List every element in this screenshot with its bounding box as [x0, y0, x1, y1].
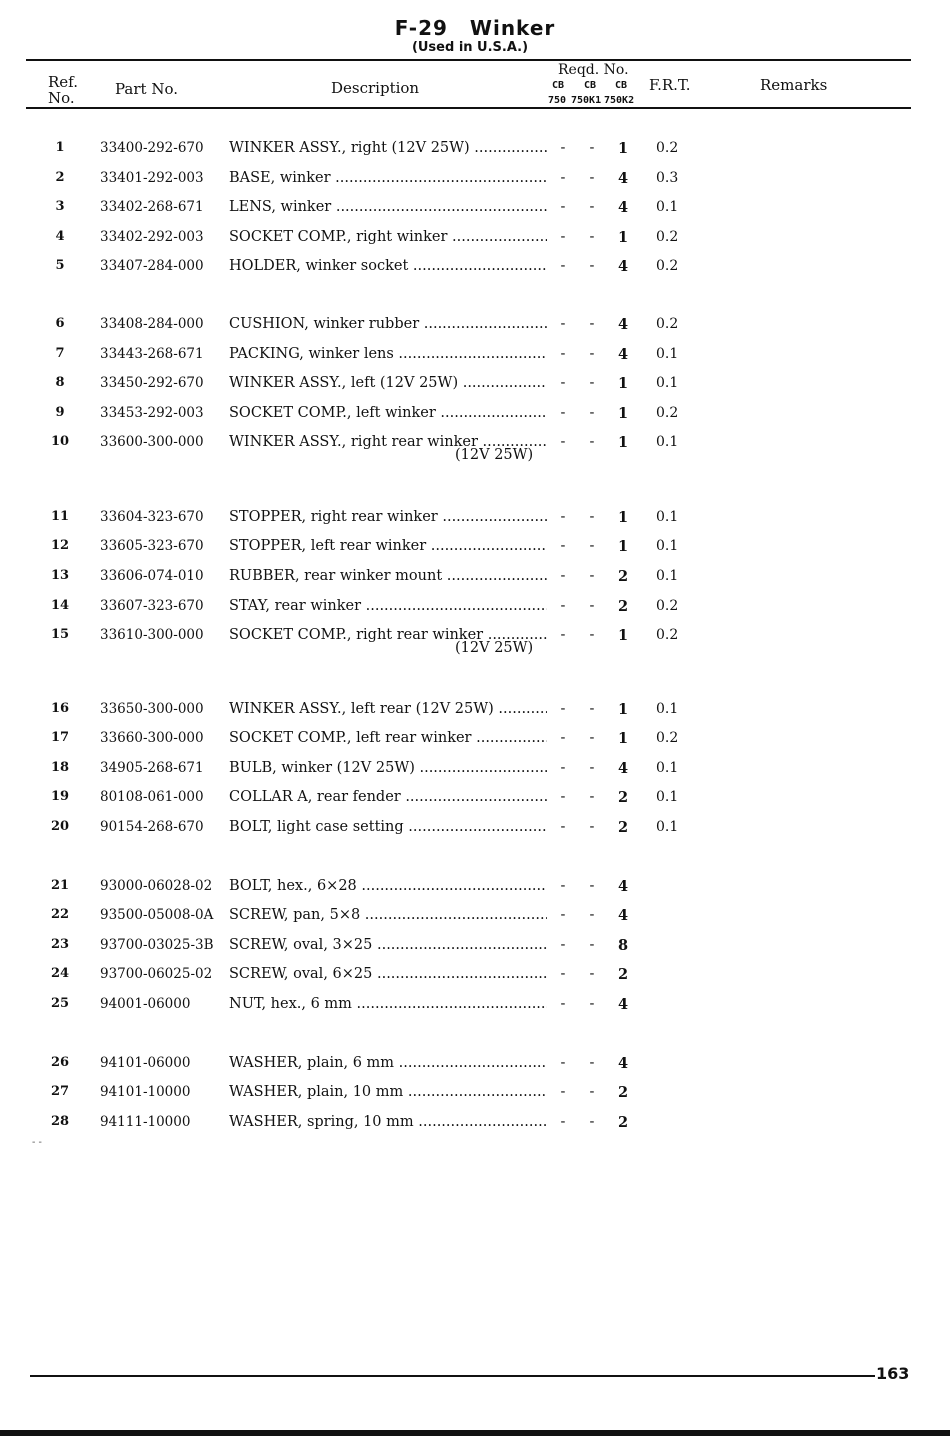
- ref-cell: 16: [50, 701, 70, 716]
- description-continuation: (12V 25W): [455, 447, 534, 463]
- frt-cell: 0.1: [656, 538, 679, 554]
- part-number-cell: 33402-292-003: [100, 229, 204, 245]
- qty-cb750-cell: -: [560, 170, 566, 186]
- description-cell: BASE, winker .....: [229, 170, 547, 186]
- frt-cell: 0.2: [656, 598, 679, 614]
- qty-cb750-cell: -: [560, 1084, 566, 1100]
- frt-cell: 0.1: [656, 434, 679, 450]
- qty-cb750k1-cell: -: [589, 730, 595, 746]
- qty-cb750k1-cell: -: [589, 819, 595, 835]
- qty-cb750-cell: -: [560, 1055, 566, 1071]
- qty-cb750k1-cell: -: [589, 907, 595, 923]
- header-remarks: Remarks: [760, 76, 828, 94]
- qty-cb750-cell: -: [560, 701, 566, 717]
- ref-cell: 10: [50, 434, 70, 449]
- frt-cell: 0.1: [656, 375, 679, 391]
- qty-cb750k2-cell: 1: [617, 627, 629, 644]
- part-number-cell: 33607-323-670: [100, 598, 204, 614]
- table-row: [0, 966, 950, 986]
- qty-cb750k1-cell: -: [589, 937, 595, 953]
- table-row: [0, 789, 950, 809]
- table-row: [0, 1055, 950, 1075]
- table-row: [0, 1084, 950, 1104]
- table-row: [0, 229, 950, 249]
- qty-cb750k1-cell: -: [589, 701, 595, 717]
- part-number-cell: 33400-292-670: [100, 140, 204, 156]
- qty-cb750k2-cell: 4: [617, 346, 629, 363]
- part-number-cell: 94111-10000: [100, 1114, 191, 1130]
- qty-cb750k1-cell: -: [589, 760, 595, 776]
- description-cell: SOCKET COMP., left winker .....: [229, 405, 547, 421]
- footer-rule: [30, 1375, 875, 1377]
- description-cell: WINKER ASSY., right (12V 25W) .....: [229, 140, 547, 156]
- table-row: [0, 819, 950, 839]
- table-row: [0, 538, 950, 558]
- qty-cb750k1-cell: -: [589, 1084, 595, 1100]
- header-description: Description: [331, 79, 420, 97]
- qty-cb750-cell: -: [560, 627, 566, 643]
- ref-cell: 6: [55, 316, 65, 331]
- qty-cb750-cell: -: [560, 346, 566, 362]
- header-model-top-1: CB: [552, 80, 565, 91]
- qty-cb750k2-cell: 2: [617, 598, 629, 615]
- frt-cell: 0.1: [656, 701, 679, 717]
- ref-cell: 23: [50, 937, 70, 952]
- description-cell: HOLDER, winker socket .....: [229, 258, 547, 274]
- description-cell: BOLT, hex., 6×28 .....: [229, 878, 547, 894]
- page-number: 163: [876, 1364, 910, 1383]
- part-number-cell: 33408-284-000: [100, 316, 204, 332]
- ref-cell: 9: [55, 405, 65, 420]
- qty-cb750k2-cell: 4: [617, 760, 629, 777]
- ref-cell: 7: [55, 346, 65, 361]
- frt-cell: 0.1: [656, 789, 679, 805]
- part-number-cell: 33407-284-000: [100, 258, 204, 274]
- ref-cell: 17: [50, 730, 70, 745]
- description-cell: SOCKET COMP., right winker .....: [229, 229, 547, 245]
- frt-cell: 0.1: [656, 346, 679, 362]
- frt-cell: 0.2: [656, 140, 679, 156]
- qty-cb750-cell: -: [560, 375, 566, 391]
- part-number-cell: 33660-300-000: [100, 730, 204, 746]
- description-cell: WINKER ASSY., left (12V 25W) .....: [229, 375, 547, 391]
- part-number-cell: 33650-300-000: [100, 701, 204, 717]
- qty-cb750-cell: -: [560, 434, 566, 450]
- qty-cb750k1-cell: -: [589, 375, 595, 391]
- frt-cell: 0.1: [656, 819, 679, 835]
- frt-cell: 0.1: [656, 568, 679, 584]
- ref-cell: 18: [50, 760, 70, 775]
- table-row: [0, 760, 950, 780]
- ref-cell: 26: [50, 1055, 70, 1070]
- header-model-top-2: CB: [584, 80, 597, 91]
- qty-cb750-cell: -: [560, 405, 566, 421]
- header-model-bottom-1: 750: [548, 95, 567, 106]
- table-row: [0, 878, 950, 898]
- description-cell: STOPPER, left rear winker .....: [229, 538, 547, 554]
- qty-cb750k2-cell: 2: [617, 1084, 629, 1101]
- ref-cell: 5: [55, 258, 65, 273]
- ref-cell: 21: [50, 878, 70, 893]
- qty-cb750-cell: -: [560, 907, 566, 923]
- header-frt: F.R.T.: [649, 76, 691, 94]
- part-number-cell: 93000-06028-02: [100, 878, 213, 894]
- description-cell: CUSHION, winker rubber .....: [229, 316, 547, 332]
- ref-cell: 2: [55, 170, 65, 185]
- page-title: [0, 16, 950, 40]
- qty-cb750k2-cell: 1: [617, 229, 629, 246]
- part-number-cell: 33443-268-671: [100, 346, 204, 362]
- qty-cb750k2-cell: 1: [617, 509, 629, 526]
- ref-cell: 25: [50, 996, 70, 1011]
- part-number-cell: 33401-292-003: [100, 170, 204, 186]
- qty-cb750k1-cell: -: [589, 966, 595, 982]
- ref-cell: 19: [50, 789, 70, 804]
- qty-cb750-cell: -: [560, 538, 566, 554]
- table-row: [0, 730, 950, 750]
- qty-cb750k1-cell: -: [589, 405, 595, 421]
- stray-mark: - -: [32, 1137, 42, 1148]
- frt-cell: 0.2: [656, 316, 679, 332]
- ref-cell: 4: [55, 229, 65, 244]
- qty-cb750k2-cell: 4: [617, 316, 629, 333]
- qty-cb750-cell: -: [560, 140, 566, 156]
- part-number-cell: 90154-268-670: [100, 819, 204, 835]
- qty-cb750k1-cell: -: [589, 199, 595, 215]
- header-reqd: Reqd. No.: [558, 62, 629, 78]
- qty-cb750k2-cell: 2: [617, 789, 629, 806]
- qty-cb750k1-cell: -: [589, 346, 595, 362]
- table-row: [0, 140, 950, 160]
- description-cell: BOLT, light case setting .....: [229, 819, 547, 835]
- qty-cb750-cell: -: [560, 199, 566, 215]
- table-row: [0, 996, 950, 1016]
- description-cell: RUBBER, rear winker mount .....: [229, 568, 547, 584]
- ref-cell: 12: [50, 538, 70, 553]
- qty-cb750-cell: -: [560, 789, 566, 805]
- description-cell: SCREW, pan, 5×8 .....: [229, 907, 547, 923]
- part-number-cell: 93700-06025-02: [100, 966, 213, 982]
- description-cell: COLLAR A, rear fender .....: [229, 789, 547, 805]
- part-number-cell: 33604-323-670: [100, 509, 204, 525]
- frt-cell: 0.1: [656, 760, 679, 776]
- qty-cb750k2-cell: 1: [617, 405, 629, 422]
- qty-cb750k2-cell: 1: [617, 375, 629, 392]
- description-cell: LENS, winker .....: [229, 199, 547, 215]
- qty-cb750k1-cell: -: [589, 598, 595, 614]
- part-number-cell: 34905-268-671: [100, 760, 204, 776]
- qty-cb750k1-cell: -: [589, 229, 595, 245]
- frt-cell: 0.2: [656, 258, 679, 274]
- qty-cb750k1-cell: -: [589, 316, 595, 332]
- table-row: [0, 258, 950, 278]
- table-row: [0, 568, 950, 588]
- header-ref-line2: No.: [48, 89, 75, 107]
- ref-cell: 3: [55, 199, 65, 214]
- description-cell: WASHER, plain, 10 mm .....: [229, 1084, 547, 1100]
- header-part-no: Part No.: [115, 80, 178, 98]
- page-bottom-edge: [0, 1430, 950, 1436]
- description-cell: PACKING, winker lens .....: [229, 346, 547, 362]
- part-number-cell: 33606-074-010: [100, 568, 204, 584]
- ref-cell: 24: [50, 966, 70, 981]
- qty-cb750k1-cell: -: [589, 170, 595, 186]
- qty-cb750k1-cell: -: [589, 1055, 595, 1071]
- qty-cb750-cell: -: [560, 937, 566, 953]
- qty-cb750k2-cell: 1: [617, 538, 629, 555]
- header-model-top-3: CB: [615, 80, 628, 91]
- qty-cb750-cell: -: [560, 819, 566, 835]
- qty-cb750k2-cell: 1: [617, 701, 629, 718]
- table-row: [0, 509, 950, 529]
- header-ref-line1: Ref.: [48, 73, 78, 91]
- ref-cell: 22: [50, 907, 70, 922]
- qty-cb750-cell: -: [560, 598, 566, 614]
- qty-cb750-cell: -: [560, 509, 566, 525]
- frt-cell: 0.2: [656, 405, 679, 421]
- qty-cb750k1-cell: -: [589, 568, 595, 584]
- section-name: Winker: [469, 16, 556, 40]
- description-cell: WINKER ASSY., right rear winker .....: [229, 434, 547, 450]
- table-row: [0, 937, 950, 957]
- ref-cell: 20: [50, 819, 70, 834]
- part-number-cell: 33600-300-000: [100, 434, 204, 450]
- part-number-cell: 93500-05008-0A: [100, 907, 214, 923]
- part-number-cell: 94001-06000: [100, 996, 191, 1012]
- header-model-bottom-2: 750K1: [571, 95, 602, 106]
- qty-cb750k2-cell: 1: [617, 434, 629, 451]
- ref-cell: 11: [50, 509, 70, 524]
- qty-cb750k1-cell: -: [589, 1114, 595, 1130]
- qty-cb750-cell: -: [560, 878, 566, 894]
- frt-cell: 0.1: [656, 199, 679, 215]
- qty-cb750-cell: -: [560, 996, 566, 1012]
- part-number-cell: 33450-292-670: [100, 375, 204, 391]
- qty-cb750k2-cell: 4: [617, 199, 629, 216]
- description-cell: SCREW, oval, 6×25 .....: [229, 966, 547, 982]
- part-number-cell: 93700-03025-3B: [100, 937, 214, 953]
- qty-cb750k1-cell: -: [589, 627, 595, 643]
- frt-cell: 0.2: [656, 730, 679, 746]
- qty-cb750k2-cell: 4: [617, 1055, 629, 1072]
- section-code: F-29: [394, 16, 448, 40]
- qty-cb750k1-cell: -: [589, 538, 595, 554]
- description-cell: SOCKET COMP., right rear winker .....: [229, 627, 547, 643]
- frt-cell: 0.2: [656, 229, 679, 245]
- ref-cell: 15: [50, 627, 70, 642]
- table-row: [0, 375, 950, 395]
- qty-cb750k1-cell: -: [589, 434, 595, 450]
- qty-cb750k1-cell: -: [589, 996, 595, 1012]
- table-row: [0, 316, 950, 336]
- description-cell: SOCKET COMP., left rear winker .....: [229, 730, 547, 746]
- qty-cb750k2-cell: 4: [617, 258, 629, 275]
- qty-cb750k2-cell: 2: [617, 819, 629, 836]
- header-bottom-rule: [26, 107, 911, 109]
- ref-cell: 27: [50, 1084, 70, 1099]
- part-number-cell: 33610-300-000: [100, 627, 204, 643]
- qty-cb750k2-cell: 1: [617, 730, 629, 747]
- table-row: [0, 701, 950, 721]
- table-row: [0, 907, 950, 927]
- ref-cell: 28: [50, 1114, 70, 1129]
- frt-cell: 0.1: [656, 509, 679, 525]
- qty-cb750k2-cell: 4: [617, 996, 629, 1013]
- qty-cb750-cell: -: [560, 258, 566, 274]
- table-row: [0, 199, 950, 219]
- frt-cell: 0.2: [656, 627, 679, 643]
- description-cell: STOPPER, right rear winker .....: [229, 509, 547, 525]
- qty-cb750k2-cell: 2: [617, 568, 629, 585]
- part-number-cell: 94101-06000: [100, 1055, 191, 1071]
- description-cell: WINKER ASSY., left rear (12V 25W) .....: [229, 701, 547, 717]
- table-row: [0, 405, 950, 425]
- part-number-cell: 33402-268-671: [100, 199, 204, 215]
- qty-cb750-cell: -: [560, 229, 566, 245]
- qty-cb750k1-cell: -: [589, 878, 595, 894]
- qty-cb750k1-cell: -: [589, 140, 595, 156]
- ref-cell: 13: [50, 568, 70, 583]
- table-row: [0, 1114, 950, 1134]
- table-row: [0, 346, 950, 366]
- qty-cb750k2-cell: 2: [617, 966, 629, 983]
- qty-cb750k2-cell: 4: [617, 170, 629, 187]
- qty-cb750k2-cell: 2: [617, 1114, 629, 1131]
- part-number-cell: 33453-292-003: [100, 405, 204, 421]
- description-cell: STAY, rear winker .....: [229, 598, 547, 614]
- qty-cb750k2-cell: 4: [617, 878, 629, 895]
- qty-cb750k1-cell: -: [589, 509, 595, 525]
- description-cell: BULB, winker (12V 25W) .....: [229, 760, 547, 776]
- description-cell: SCREW, oval, 3×25 .....: [229, 937, 547, 953]
- table-row: [0, 170, 950, 190]
- part-number-cell: 80108-061-000: [100, 789, 204, 805]
- qty-cb750k2-cell: 1: [617, 140, 629, 157]
- description-cell: NUT, hex., 6 mm .....: [229, 996, 547, 1012]
- qty-cb750k2-cell: 8: [617, 937, 629, 954]
- qty-cb750-cell: -: [560, 760, 566, 776]
- part-number-cell: 94101-10000: [100, 1084, 191, 1100]
- frt-cell: 0.3: [656, 170, 679, 186]
- qty-cb750-cell: -: [560, 966, 566, 982]
- qty-cb750-cell: -: [560, 568, 566, 584]
- description-cell: WASHER, spring, 10 mm .....: [229, 1114, 547, 1130]
- ref-cell: 14: [50, 598, 70, 613]
- ref-cell: 8: [55, 375, 65, 390]
- qty-cb750k2-cell: 4: [617, 907, 629, 924]
- qty-cb750-cell: -: [560, 1114, 566, 1130]
- header-model-bottom-3: 750K2: [604, 95, 635, 106]
- description-cell: WASHER, plain, 6 mm .....: [229, 1055, 547, 1071]
- table-row: [0, 598, 950, 618]
- ref-cell: 1: [55, 140, 65, 155]
- header-top-rule: [26, 59, 911, 61]
- qty-cb750-cell: -: [560, 730, 566, 746]
- qty-cb750k1-cell: -: [589, 258, 595, 274]
- qty-cb750k1-cell: -: [589, 789, 595, 805]
- part-number-cell: 33605-323-670: [100, 538, 204, 554]
- qty-cb750-cell: -: [560, 316, 566, 332]
- page-subtitle: (Used in U.S.A.): [411, 40, 529, 55]
- description-continuation: (12V 25W): [455, 640, 534, 656]
